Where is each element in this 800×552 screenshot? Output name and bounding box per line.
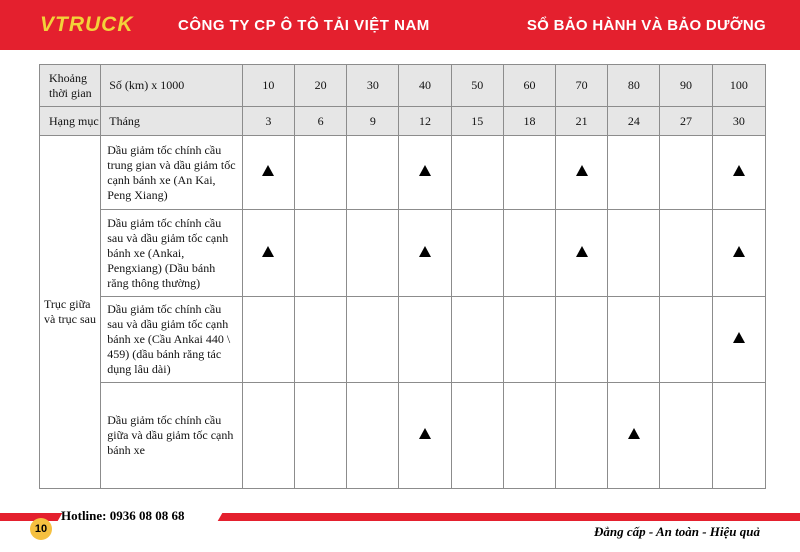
mark-cell (399, 383, 451, 489)
mark-cell (712, 210, 765, 297)
company-name: CÔNG TY CP Ô TÔ TẢI VIỆT NAM (178, 17, 430, 34)
service-marker-icon (576, 165, 588, 176)
service-marker-icon (262, 246, 274, 257)
service-marker-icon (262, 165, 274, 176)
slogan: Đẳng cấp - An toàn - Hiệu quả (593, 524, 760, 539)
service-marker-icon (419, 428, 431, 439)
mark-cell (660, 210, 712, 297)
mark-cell (503, 383, 555, 489)
mark-cell (347, 383, 399, 489)
maintenance-schedule-table (39, 64, 766, 489)
mark-cell (295, 383, 347, 489)
mark-cell (242, 297, 294, 383)
mark-cell (660, 383, 712, 489)
vtruck-logo: VTRUCK (40, 13, 134, 36)
item-name: Dầu giảm tốc chính cầu trung gian và dầu giảm tốc cạnh bánh xe (An Kai, Peng Xiang) (101, 136, 243, 210)
service-marker-icon (419, 165, 431, 176)
mark-cell (556, 297, 608, 383)
km-value: 20 (295, 65, 347, 107)
month-value: 27 (660, 107, 712, 136)
month-value: 9 (347, 107, 399, 136)
mark-cell (451, 136, 503, 210)
month-value: 12 (399, 107, 451, 136)
mark-cell (242, 136, 294, 210)
mark-cell (660, 136, 712, 210)
mark-cell (242, 210, 294, 297)
mark-cell (660, 297, 712, 383)
service-marker-icon (733, 332, 745, 343)
mark-cell (608, 297, 660, 383)
mark-cell (608, 383, 660, 489)
km-value: 100 (712, 65, 765, 107)
km-value: 70 (556, 65, 608, 107)
service-marker-icon (733, 246, 745, 257)
group-label: Trục giữa và trục sau (40, 136, 101, 489)
book-title: SỔ BẢO HÀNH VÀ BẢO DƯỠNG (526, 17, 766, 34)
page-header (0, 0, 800, 50)
mark-cell (347, 136, 399, 210)
page-number: 10 (30, 518, 52, 540)
km-value: 50 (451, 65, 503, 107)
mark-cell (503, 297, 555, 383)
mark-cell (608, 210, 660, 297)
item-name: Dầu giảm tốc chính cầu sau và dầu giảm tốc cạnh bánh xe (Cầu Ankai 440 \ 459) (dầu bánh răng tác dụng lâu dài) (101, 297, 243, 383)
mark-cell (556, 383, 608, 489)
interval-label: Khoảng thời gian (40, 65, 101, 107)
mark-cell (295, 136, 347, 210)
km-value: 80 (608, 65, 660, 107)
mark-cell (242, 383, 294, 489)
month-value: 21 (556, 107, 608, 136)
month-value: 6 (295, 107, 347, 136)
km-value: 60 (503, 65, 555, 107)
table-row (40, 297, 766, 383)
km-value: 40 (399, 65, 451, 107)
month-label: Tháng (101, 107, 243, 136)
service-marker-icon (576, 246, 588, 257)
item-label: Hạng mục (40, 107, 101, 136)
mark-cell (399, 210, 451, 297)
month-value: 30 (712, 107, 765, 136)
service-marker-icon (628, 428, 640, 439)
mark-cell (451, 383, 503, 489)
mark-cell (503, 136, 555, 210)
month-value: 24 (608, 107, 660, 136)
item-name: Dầu giảm tốc chính cầu giữa và dầu giảm tốc cạnh bánh xe (101, 383, 243, 489)
service-marker-icon (733, 165, 745, 176)
table-row (40, 210, 766, 297)
mark-cell (712, 297, 765, 383)
mark-cell (451, 210, 503, 297)
km-value: 90 (660, 65, 712, 107)
service-marker-icon (419, 246, 431, 257)
month-value: 18 (503, 107, 555, 136)
mark-cell (399, 297, 451, 383)
item-name: Dầu giảm tốc chính cầu sau và dầu giảm tốc cạnh bánh xe (Ankai, Pengxiang) (Dầu bánh răng thông thường) (101, 210, 243, 297)
mark-cell (295, 297, 347, 383)
mark-cell (295, 210, 347, 297)
km-label: Số (km) x 1000 (101, 65, 243, 107)
mark-cell (556, 210, 608, 297)
mark-cell (712, 136, 765, 210)
hotline: Hotline: 0936 08 08 68 (61, 508, 185, 523)
mark-cell (608, 136, 660, 210)
mark-cell (399, 136, 451, 210)
table-row (40, 136, 766, 210)
mark-cell (556, 136, 608, 210)
km-header-row (40, 65, 766, 107)
km-value: 10 (242, 65, 294, 107)
km-value: 30 (347, 65, 399, 107)
table-row (40, 383, 766, 489)
month-value: 15 (451, 107, 503, 136)
mark-cell (503, 210, 555, 297)
mark-cell (712, 383, 765, 489)
mark-cell (451, 297, 503, 383)
month-value: 3 (242, 107, 294, 136)
mark-cell (347, 210, 399, 297)
month-header-row (40, 107, 766, 136)
mark-cell (347, 297, 399, 383)
